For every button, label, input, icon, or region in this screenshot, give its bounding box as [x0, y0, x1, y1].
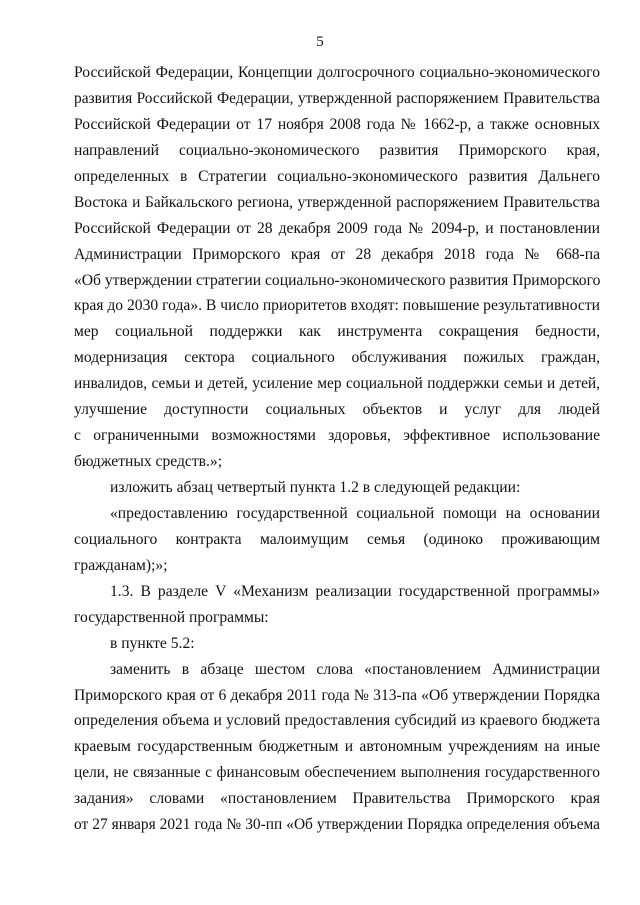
text-line: Российской Федерации от 17 ноября 2008 года № 1662-р, а также основных	[74, 115, 600, 133]
page-number: 5	[316, 34, 324, 50]
text-line: заменить в абзаце шестом слова «постановлением Администрации	[110, 660, 600, 678]
text-line: Приморского края от 6 декабря 2011 года № 313-па «Об утверждении Порядка	[74, 686, 600, 704]
text-line: Администрации Приморского края от 28 декабря 2018 года № 668-па	[74, 245, 600, 263]
text-line: цели, не связанные с финансовым обеспечением выполнения государственного	[74, 764, 600, 782]
text-line: «предоставлению государственной социальной помощи на основании	[110, 504, 600, 522]
text-line: развития Российской Федерации, утвержденной распоряжением Правительства	[74, 89, 600, 107]
text-line: определенных в Стратегии социально-экономического развития Дальнего	[74, 167, 600, 185]
text-line: инвалидов, семьи и детей, усиление мер социальной поддержки семьи и детей,	[74, 375, 600, 393]
text-line: в пункте 5.2:	[110, 634, 195, 652]
text-line: краевым государственным бюджетным и автономным учреждениям на иные	[74, 738, 600, 756]
text-line: направлений социально-экономического развития Приморского края,	[74, 141, 600, 159]
text-line: края до 2030 года». В число приоритетов входят: повышение результативности	[74, 297, 600, 315]
text-line: улучшение доступности социальных объектов и услуг для людей	[74, 401, 600, 419]
text-line: «Об утверждении стратегии социально-экономического развития Приморского	[74, 271, 601, 289]
text-line: изложить абзац четвертый пункта 1.2 в следующей редакции:	[110, 479, 521, 496]
text-line: Российской Федерации от 28 декабря 2009 года № 2094-р, и постановлении	[74, 219, 600, 237]
text-line: задания» словами «постановлением Правительства Приморского края	[74, 790, 600, 808]
text-line: определения объема и условий предоставления субсидий из краевого бюджета	[74, 712, 600, 730]
text-line: Российской Федерации, Концепции долгосрочного социально-экономического	[74, 64, 600, 81]
text-line: мер социальной поддержки как инструмента сокращения бедности,	[74, 323, 600, 341]
text-line: от 27 января 2021 года № 30-пп «Об утверждении Порядка определения объема	[74, 816, 600, 834]
document-body	[74, 60, 600, 838]
text-line: Востока и Байкальского региона, утвержденной распоряжением Правительства	[74, 193, 600, 211]
text-line: с ограниченными возможностями здоровья, эффективное использование	[74, 427, 600, 445]
text-line: государственной программы:	[74, 608, 269, 626]
text-line: социального контракта малоимущим семья (одиноко проживающим	[74, 530, 600, 548]
text-line: 1.3. В разделе V «Механизм реализации государственной программы»	[110, 582, 600, 600]
text-line: гражданам);»;	[74, 556, 168, 574]
text-line: бюджетных средств.»;	[74, 453, 223, 471]
text-line: модернизация сектора социального обслуживания пожилых граждан,	[74, 349, 600, 367]
